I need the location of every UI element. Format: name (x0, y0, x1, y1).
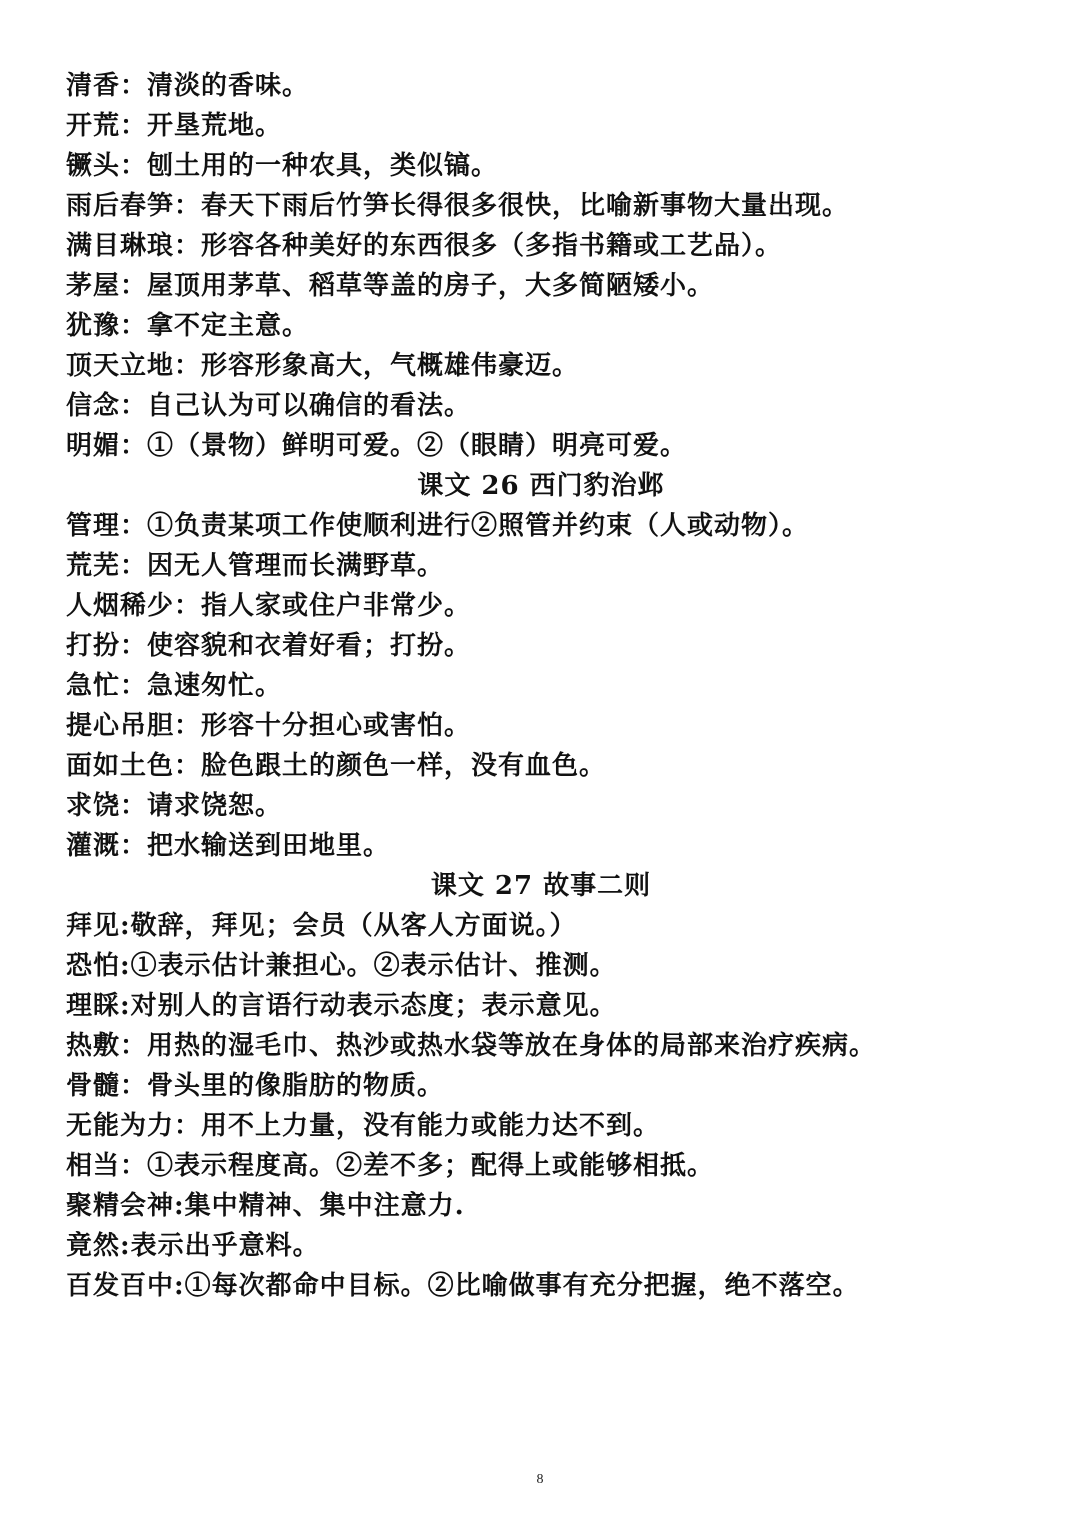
entry-daban: 打扮：使容貌和衣着好看；打扮。 (66, 631, 472, 661)
entry-guanli: 管理：①负责某项工作使顺利进行②照管并约束（人或动物）。 (66, 511, 810, 541)
entry-renyanxishao: 人烟稀少：指人家或住户非常少。 (66, 591, 472, 621)
entry-maowu: 茅屋：屋顶用茅草、稻草等盖的房子，大多简陋矮小。 (66, 271, 715, 301)
entry-tixindiaodan: 提心吊胆：形容十分担心或害怕。 (66, 711, 472, 741)
entry-wunengweili: 无能为力：用不上力量，没有能力或能力达不到。 (66, 1111, 661, 1141)
entry-qiurao: 求饶：请求饶恕。 (66, 791, 283, 821)
entry-xinnian: 信念：自己认为可以确信的看法。 (66, 391, 472, 421)
entry-guangai: 灌溉：把水输送到田地里。 (66, 831, 391, 861)
entry-youyu: 犹豫：拿不定主意。 (66, 311, 310, 341)
entry-manmulinlang: 满目琳琅：形容各种美好的东西很多（多指书籍或工艺品）。 (66, 231, 783, 261)
entry-refu: 热敷：用热的湿毛巾、热沙或热水袋等放在身体的局部来治疗疾病。 (66, 1031, 877, 1061)
entry-gusui: 骨髓：骨头里的像脂肪的物质。 (66, 1071, 445, 1101)
entry-jingran: 竟然:表示出乎意料。 (66, 1231, 320, 1261)
entry-mingmei: 明媚：①（景物）鲜明可爱。②（眼睛）明亮可爱。 (66, 431, 688, 461)
vocabulary-list (66, 66, 1016, 1306)
entry-jujinghuishen: 聚精会神:集中精神、集中注意力. (66, 1191, 465, 1221)
entry-huangwu: 荒芜：因无人管理而长满野草。 (66, 551, 445, 581)
section-title-lesson-26: 课文 26 西门豹治邺 (417, 471, 665, 501)
entry-licai: 理睬:对别人的言语行动表示态度；表示意见。 (66, 991, 617, 1021)
entry-kaihuang: 开荒：开垦荒地。 (66, 111, 283, 141)
entry-kongpa: 恐怕:①表示估计兼担心。②表示估计、推测。 (66, 951, 617, 981)
entry-baifabaizhong: 百发百中:①每次都命中目标。②比喻做事有充分把握，绝不落空。 (66, 1271, 860, 1301)
section-title-lesson-27: 课文 27 故事二则 (430, 871, 652, 901)
entry-jimang: 急忙：急速匆忙。 (66, 671, 283, 701)
entry-yuhouchunsun: 雨后春笋：春天下雨后竹笋长得很多很快，比喻新事物大量出现。 (66, 191, 850, 221)
entry-dingtianlidi: 顶天立地：形容形象高大，气概雄伟豪迈。 (66, 351, 580, 381)
entry-baijian: 拜见:敬辞，拜见；会员（从客人方面说。） (66, 911, 577, 941)
entry-qingxiang: 清香：清淡的香味。 (66, 71, 310, 101)
entry-xiangdang: 相当：①表示程度高。②差不多；配得上或能够相抵。 (66, 1151, 715, 1181)
entry-juetou: 镢头：刨土用的一种农具，类似镐。 (66, 151, 499, 181)
page-number: 8 (536, 1472, 544, 1487)
entry-mianrutuse: 面如土色：脸色跟土的颜色一样，没有血色。 (66, 751, 607, 781)
